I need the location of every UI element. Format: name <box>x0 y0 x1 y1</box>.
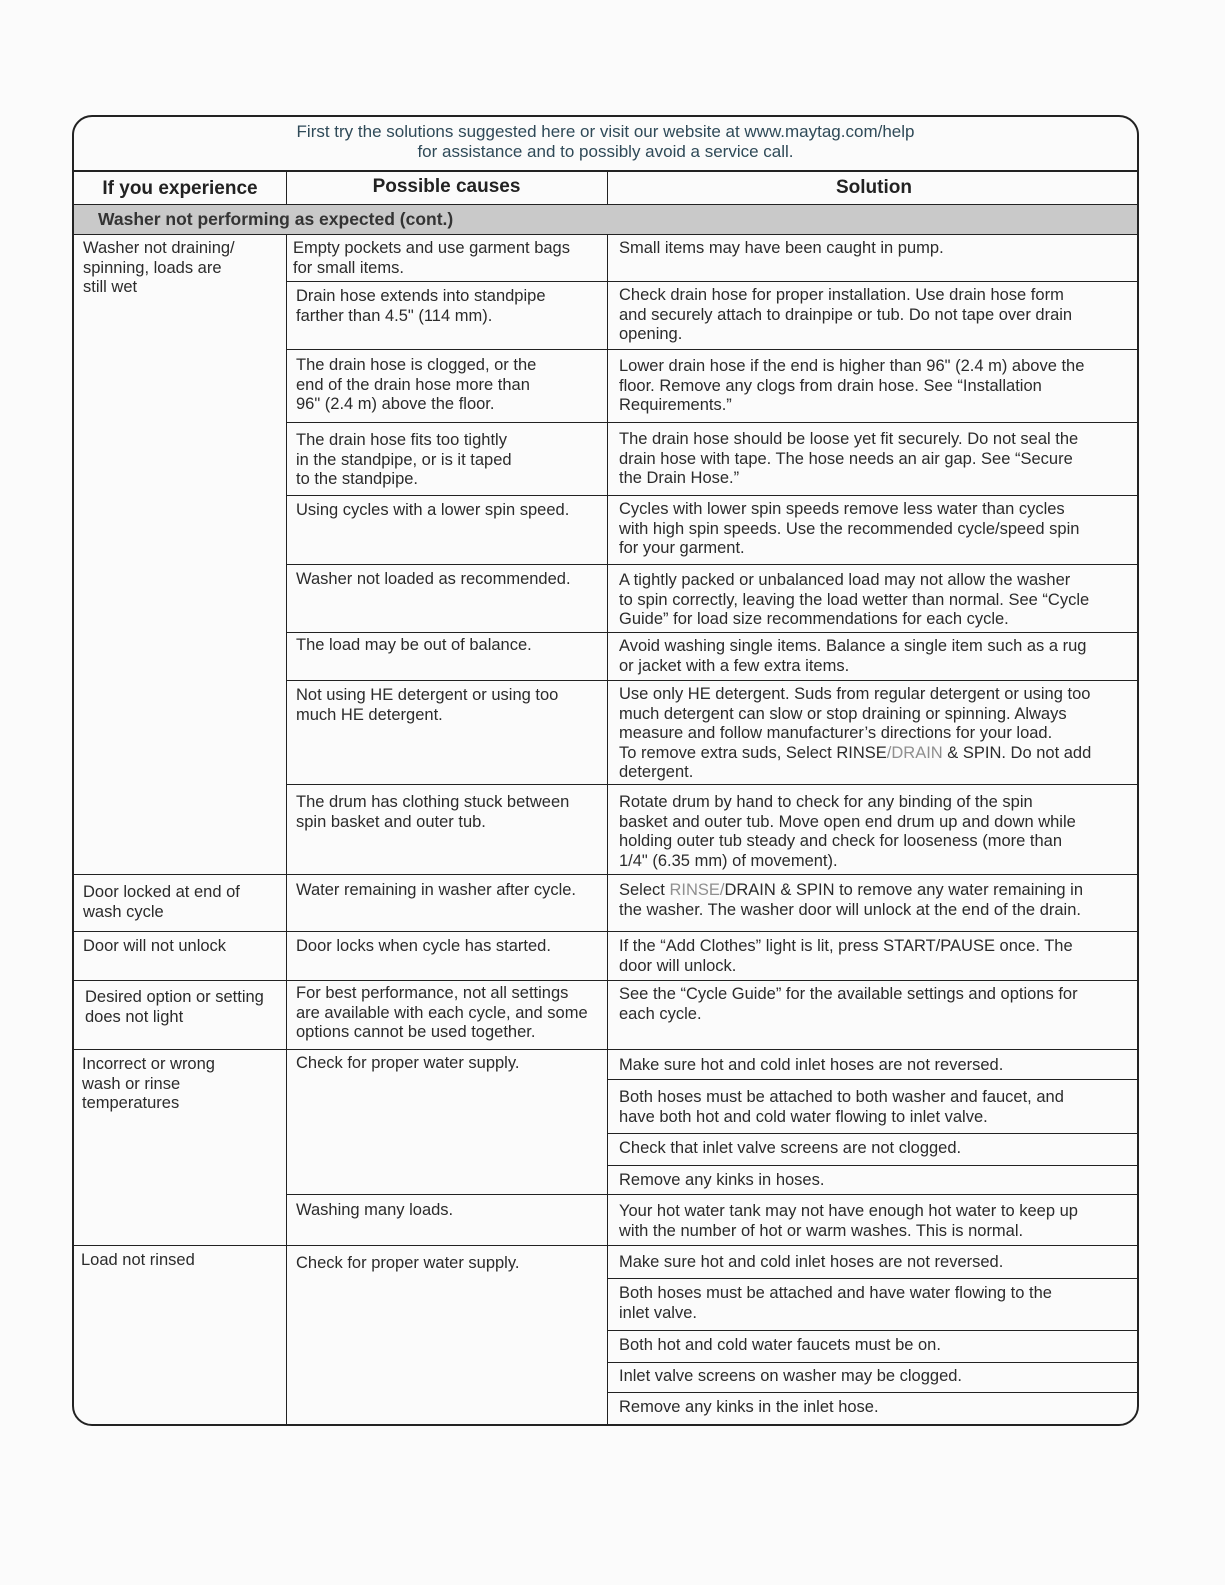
solution-cell: Rotate drum by hand to check for any binding of the spin basket and outer tub. Move open end drum up and down while holding outer tub steady and check for looseness (more than 1/4" (6.35 mm) of movement). <box>619 793 1076 870</box>
header-causes: Possible causes <box>372 176 521 197</box>
row-divider <box>286 349 1139 350</box>
row-divider <box>74 1245 1139 1246</box>
row-divider <box>286 632 1139 633</box>
solution-text: Select <box>619 881 670 899</box>
divider <box>74 170 1137 172</box>
row-divider <box>286 1194 1139 1195</box>
row-divider <box>286 495 1139 496</box>
section-title: Washer not performing as expected (cont.) <box>74 205 1137 234</box>
cause-cell: Drain hose extends into standpipe farther than 4.5" (114 mm). <box>296 287 546 325</box>
solution-cell: Check that inlet valve screens are not clogged. <box>619 1139 962 1157</box>
header-experience: If you experience <box>102 178 258 199</box>
row-divider <box>74 980 1139 981</box>
cause-cell: Using cycles with a lower spin speed. <box>296 501 570 519</box>
row-divider <box>74 931 1139 932</box>
cause-cell: The drain hose fits too tightly in the standpipe, or is it taped to the standpipe. <box>296 431 512 488</box>
cause-cell: The drain hose is clogged, or the end of the drain hose more than 96" (2.4 m) above the floor. <box>296 356 537 413</box>
solution-cell: Lower drain hose if the end is higher than 96" (2.4 m) above the floor. Remove any clogs from drain hose. See “Installation Requirements.” <box>619 357 1085 414</box>
solution-cell: The drain hose should be loose yet fit securely. Do not seal the drain hose with tape. The hose needs an air gap. See “Secure the Drain Hose.” <box>619 430 1079 487</box>
solution-cell: Both hoses must be attached and have water flowing to the inlet valve. <box>619 1284 1052 1322</box>
solution-cell: Both hot and cold water faucets must be on. <box>619 1336 941 1354</box>
solution-cell: A tightly packed or unbalanced load may not allow the washer to spin correctly, leaving the load wetter than normal. See “Cycle Guide” for load size recommendations for each cycle. <box>619 571 1090 628</box>
solution-cell: Remove any kinks in hoses. <box>619 1171 825 1189</box>
solution-cell: Remove any kinks in the inlet hose. <box>619 1398 879 1416</box>
cause-cell: For best performance, not all settings are available with each cycle, and some options cannot be used together. <box>296 984 588 1041</box>
row-divider <box>607 1278 1139 1279</box>
solution-text: Use only HE detergent. Suds from regular detergent or using too much detergent can slow or stop draining or spinning. Always measure and follow manufacturer’s directions for your load. To remove extra suds, Select RINSE <box>619 685 1091 762</box>
solution-text: & SPIN. Do not add detergent. <box>619 743 1092 781</box>
solution-cell: Check drain hose for proper installation. Use drain hose form and securely attach to drainpipe or tub. Do not tape over drain opening. <box>619 286 1073 343</box>
problem-cell: Door will not unlock <box>83 937 227 955</box>
cause-cell: Check for proper water supply. <box>296 1254 520 1272</box>
problem-cell: Incorrect or wrong wash or rinse temperatures <box>82 1055 215 1112</box>
row-divider <box>74 1049 1139 1050</box>
row-divider <box>286 784 1139 785</box>
solution-cell: Make sure hot and cold inlet hoses are not reversed. <box>619 1253 1004 1271</box>
solution-cell: If the “Add Clothes” light is lit, press START/PAUSE once. The door will unlock. <box>619 937 1073 975</box>
header-solution: Solution <box>836 177 912 198</box>
divider <box>286 234 287 1426</box>
solution-cell: Both hoses must be attached to both washer and faucet, and have both hot and cold water flowing to inlet valve. <box>619 1088 1064 1126</box>
solution-cell: Avoid washing single items. Balance a single item such as a rug or jacket with a few extra items. <box>619 637 1087 675</box>
solution-cell <box>619 685 1091 783</box>
solution-cell: Inlet valve screens on washer may be clogged. <box>619 1367 963 1385</box>
solution-cell: Make sure hot and cold inlet hoses are not reversed. <box>619 1056 1004 1074</box>
problem-cell: Door locked at end of wash cycle <box>83 883 240 921</box>
row-divider <box>607 1330 1139 1331</box>
row-divider <box>286 680 1139 681</box>
cause-cell: Water remaining in washer after cycle. <box>296 881 576 899</box>
solution-cell <box>619 881 1083 920</box>
solution-text-muted: RINSE/ <box>669 881 725 899</box>
solution-cell: See the “Cycle Guide” for the available settings and options for each cycle. <box>619 985 1078 1023</box>
row-divider <box>607 1362 1139 1363</box>
row-divider <box>607 1165 1139 1166</box>
solution-text: DRAIN & SPIN to remove any water remaining in the washer. The washer door will unlock at the end of the drain. <box>619 881 1084 919</box>
cause-cell: Empty pockets and use garment bags for small items. <box>293 239 570 277</box>
cause-cell: The drum has clothing stuck between spin basket and outer tub. <box>296 793 570 831</box>
cause-cell: Not using HE detergent or using too much HE detergent. <box>296 686 559 724</box>
cause-cell: The load may be out of balance. <box>296 636 532 654</box>
banner-line-2: for assistance and to possibly avoid a service call. <box>417 142 794 161</box>
intro-banner <box>74 117 1137 171</box>
divider <box>607 234 608 1426</box>
troubleshooting-table <box>72 115 1139 1426</box>
cause-cell: Washing many loads. <box>296 1201 454 1219</box>
banner-line-1: First try the solutions suggested here or visit our website at www.maytag.com/help <box>296 122 915 141</box>
row-divider <box>286 564 1139 565</box>
cause-cell: Washer not loaded as recommended. <box>296 570 571 588</box>
row-divider <box>74 874 1139 875</box>
solution-cell: Small items may have been caught in pump. <box>619 239 944 257</box>
row-divider <box>607 1392 1139 1393</box>
solution-text-muted: /DRAIN <box>886 743 943 762</box>
problem-cell: Desired option or setting does not light <box>85 988 264 1026</box>
row-divider <box>286 422 1139 423</box>
problem-cell: Load not rinsed <box>81 1251 195 1269</box>
row-divider <box>286 281 1139 282</box>
cause-cell: Check for proper water supply. <box>296 1054 520 1072</box>
row-divider <box>607 1079 1139 1080</box>
cause-cell: Door locks when cycle has started. <box>296 937 551 955</box>
solution-cell: Cycles with lower spin speeds remove less water than cycles with high spin speeds. Use the recommended cycle/speed spin for your garment. <box>619 500 1080 557</box>
row-divider <box>607 1133 1139 1134</box>
problem-cell: Washer not draining/ spinning, loads are still wet <box>83 239 235 296</box>
solution-cell: Your hot water tank may not have enough hot water to keep up with the number of hot or warm washes. This is normal. <box>619 1202 1078 1240</box>
